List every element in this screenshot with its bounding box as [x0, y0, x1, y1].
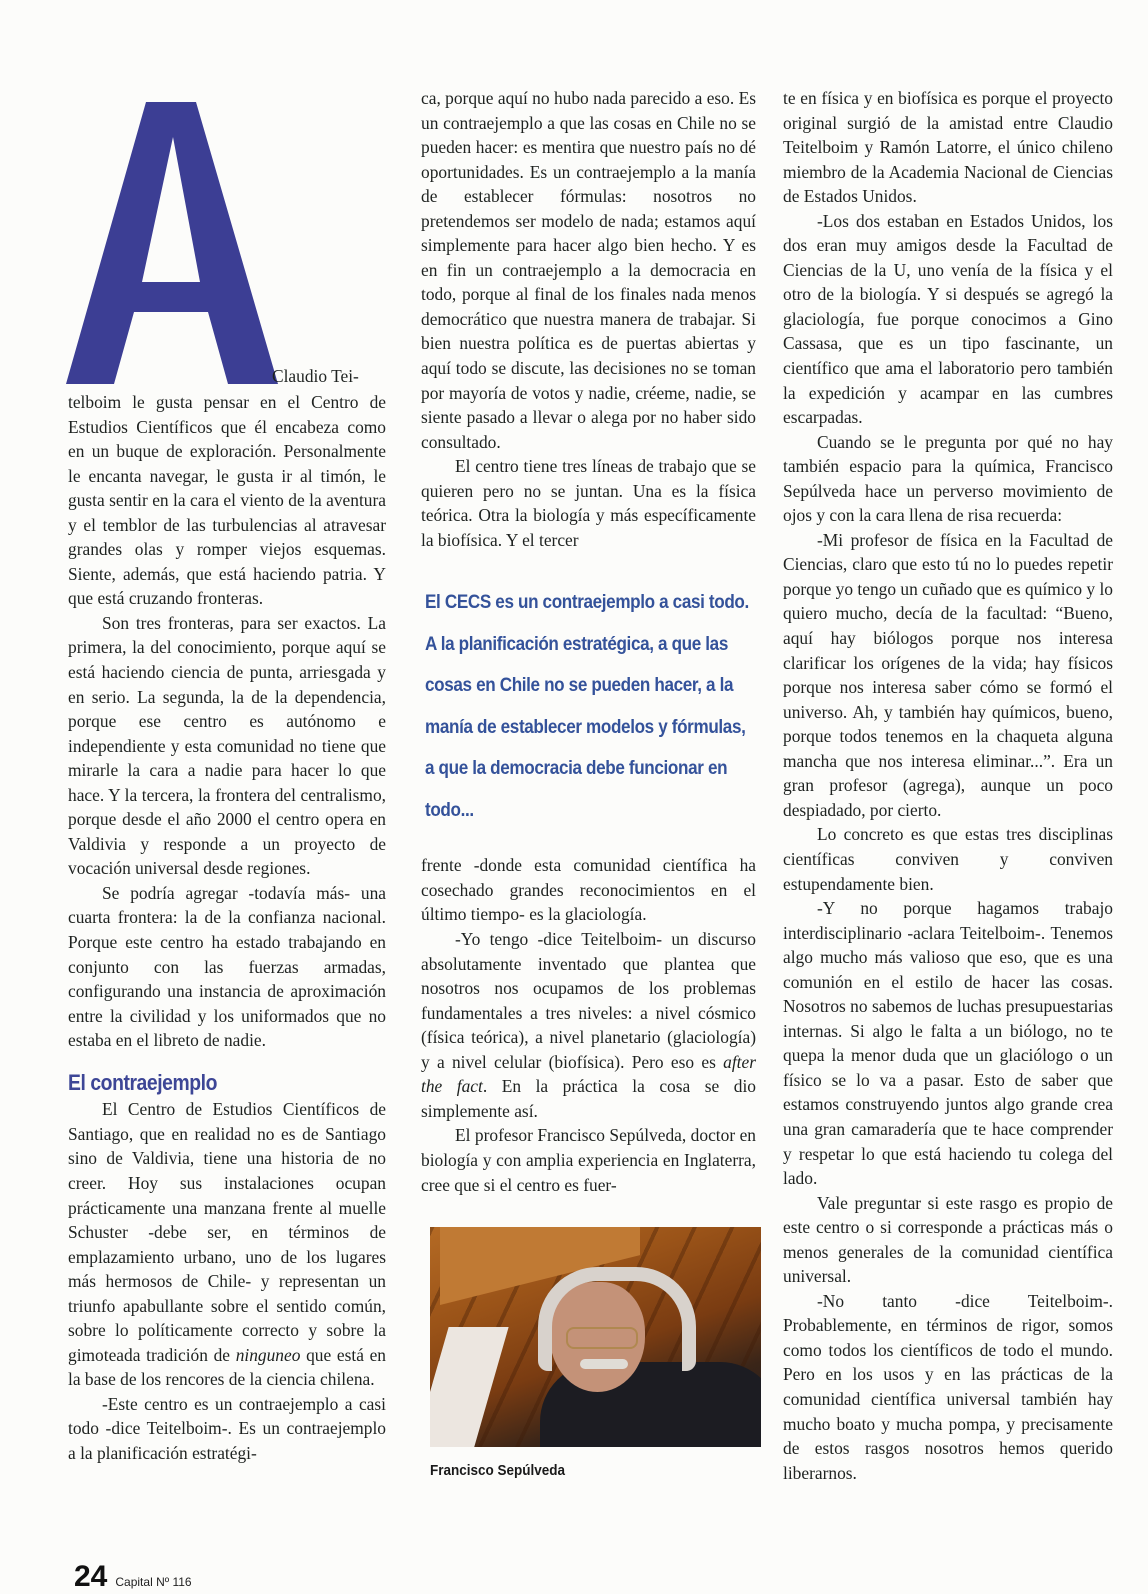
paragraph: -Yo tengo -dice Teitelboim- un discurso absolutamente inventado que plantea que nosotros nos ocupamos de los problemas fundamentales a tres niveles: a nivel cósmico (física teórica), a nivel planetario (glaciología) y a nivel celular (biofísica). Pero eso es after the fact. En la práctica la cosa se dio simplemente así. — [421, 929, 756, 1121]
column-1 — [68, 390, 386, 1466]
paragraph: Se podría agregar -todavía más- una cuarta frontera: la de la confianza nacional. Porque este centro ha estado trabajando en conjunto con las fuerzas armadas, configurando una instancia de aproximación entre la civilidad y los uniformados que no estaba en el libreto de nadie. — [68, 882, 386, 1051]
pull-quote: El CECS es un contraejemplo a casi todo. A la planificación estratégica, a que las cosas en Chile no se pueden hacer, a la manía de establecer modelos y fórmulas, a que la democracia debe funcionar en todo... — [425, 592, 749, 821]
paragraph: te en física y en biofísica es porque el proyecto original surgió de la amistad entre Claudio Teitelboim y Ramón Latorre, el único chileno miembro de la Academia Nacional de Ciencias de Estados Unidos. — [783, 88, 1113, 207]
drop-cap — [66, 92, 278, 384]
paragraph: -Y no porque hagamos trabajo interdisciplinario -aclara Teitelboim-. Tenemos algo mucho más valioso que eso, que es una comunión en el estilo de hacer las cosas. Nosotros no sabemos de luchas presupuestarias internas. Si algo le falta a un biólogo, no te quepa la menor duda que un glaciólogo o un físico se lo va a pasar. Esto de saber que estamos construyendo juntos algo grande crea una gran camaradería que te hace comprender y respetar lo que está haciendo tu colega del lado. — [783, 898, 1113, 1189]
paragraph: -No tanto -dice Teitelboim-. Probablemente, en términos de rigor, somos como todos los científicos de todo el mundo. Pero en los usos y en las prácticas de la comunidad científica universal también hay mucho boato y mucha pompa, y precisamente de estos rasgos nosotros hemos querido liberarnos. — [783, 1290, 1113, 1483]
paragraph: telboim le gusta pensar en el Centro de Estudios Científicos que él encabeza como en un buque de exploración. Personalmente le encanta navegar, le gusta ir al timón, le gusta sentir en la cara el viento de la aventura y el temblor de las turbulencias al atravesar grandes olas y romper viejos esquemas. Siente, además, que está haciendo patria. Y que está cruzando fronteras. — [68, 392, 386, 609]
column-2 — [421, 86, 756, 1484]
paragraph: El centro tiene tres líneas de trabajo que se quieren pero no se juntan. Una es la física teórica. Otra la biología y más específicamente la biofísica. Y el tercer — [421, 456, 756, 550]
page-number: 24 — [74, 1560, 108, 1593]
paragraph: El Centro de Estudios Científicos de Santiago, que en realidad no es de Santiago sino de Valdivia, tiene una historia de no creer. Hoy sus instalaciones ocupan prácticamente una manzana frente al muelle Schuster -debe ser, en términos de emplazamiento urbano, uno de los lugares más hermosos de Chile- y representan un triunfo apabullante sobre el sentido común, sobre lo políticamente correcto y sobre la gimoteada tradición de ninguneo que está en la base de los rencores de la ciencia chilena. — [68, 1099, 387, 1390]
paragraph: Vale preguntar si este rasgo es propio de este centro o si corresponde a prácticas más o menos generales de la comunidad científica universal. — [783, 1192, 1113, 1287]
paragraph: frente -donde esta comunidad científica ha cosechado grandes reconocimientos en el último tiempo- es la glaciología. — [421, 855, 756, 925]
portrait-photo — [430, 1227, 761, 1447]
magazine-issue: Capital Nº 116 — [115, 1575, 192, 1589]
paragraph: Son tres fronteras, para ser exactos. La primera, la del conocimiento, porque aquí se está haciendo ciencia de punta, arriesgada y en serio. La segunda, la de la dependencia, porque ese centro es autónomo e independiente y esta comunidad no tiene que mirarle la cara a nadie para hacer lo que hace. Y la tercera, la frontera del centralismo, porque desde el año 2000 el centro opera en Valdivia y responde a un proyecto de vocación universal desde regiones. — [68, 612, 386, 879]
column-3 — [783, 86, 1113, 1485]
paragraph: Cuando se le pregunta por qué no hay también espacio para la química, Francisco Sepúlveda hace un perverso movimiento de ojos y con la cara llena de risa recuerda: — [783, 431, 1113, 526]
paragraph: -Los dos estaban en Estados Unidos, los dos eran muy amigos desde la Facultad de Ciencias de la U, uno venía de la física y el otro de la biología. Y si después se agregó la glaciología, fue porque conocimos a Gino Cassasa, que es un tipo fascinante, un científico que ama el laboratorio pero también la expedición y acampar en las cumbres escarpadas. — [783, 210, 1113, 428]
paragraph: -Mi profesor de física en la Facultad de Ciencias, claro que esto tú no lo puedes repetir porque yo tengo un cuñado que es químico y lo quiero mucho, decía de la facultad: “Bueno, aquí hay biólogos porque nos interesa clarificar los orígenes de la vida; hay físicos porque nos interesa saber cómo se formó el universo. Ah, y también hay químicos, bueno, porque todos tenemos en la chaqueta alguna mancha que nos interesa eliminar...”. Era un gran profesor (agrega), aunque un poco despiadado, por cierto. — [783, 529, 1113, 820]
opening-line: Claudio Tei- — [272, 366, 359, 386]
drop-cap-letter-a — [66, 92, 278, 384]
paragraph: Lo concreto es que estas tres disciplinas científicas conviven y conviven estupendamente bien. — [783, 824, 1113, 894]
section-heading: El contraejemplo — [68, 1069, 217, 1095]
paragraph: El profesor Francisco Sepúlveda, doctor en biología y con amplia experiencia en Inglaterra, cree que si el centro es fuer- — [421, 1125, 756, 1195]
page-footer — [74, 1560, 192, 1594]
paragraph: ca, porque aquí no hubo nada parecido a eso. Es un contraejemplo a que las cosas en Chile no se pueden hacer: es mentira que nuestro país no dé oportunidades. Es un contraejemplo a la manía de establecer fórmulas: nosotros no pretendemos ser modelo de nada; estamos aquí simplemente para hacer algo bien hecho. Y es en fin un contraejemplo a la democracia en todo, porque al final de los finales nada menos democrático que nuestra manera de trabajar. Si bien nuestra política es de puertas abiertas y aquí todo se discute, las decisiones no se toman por mayoría de votos y nadie, créeme, nadie, se siente pasado a llevar o alega por no haber sido consultado. — [421, 88, 756, 452]
paragraph: -Este centro es un contraejemplo a casi todo -dice Teitelboim-. Es un contraejemplo a la planificación estratégi- — [68, 1393, 386, 1463]
photo-caption: Francisco Sepúlveda — [430, 1462, 566, 1480]
